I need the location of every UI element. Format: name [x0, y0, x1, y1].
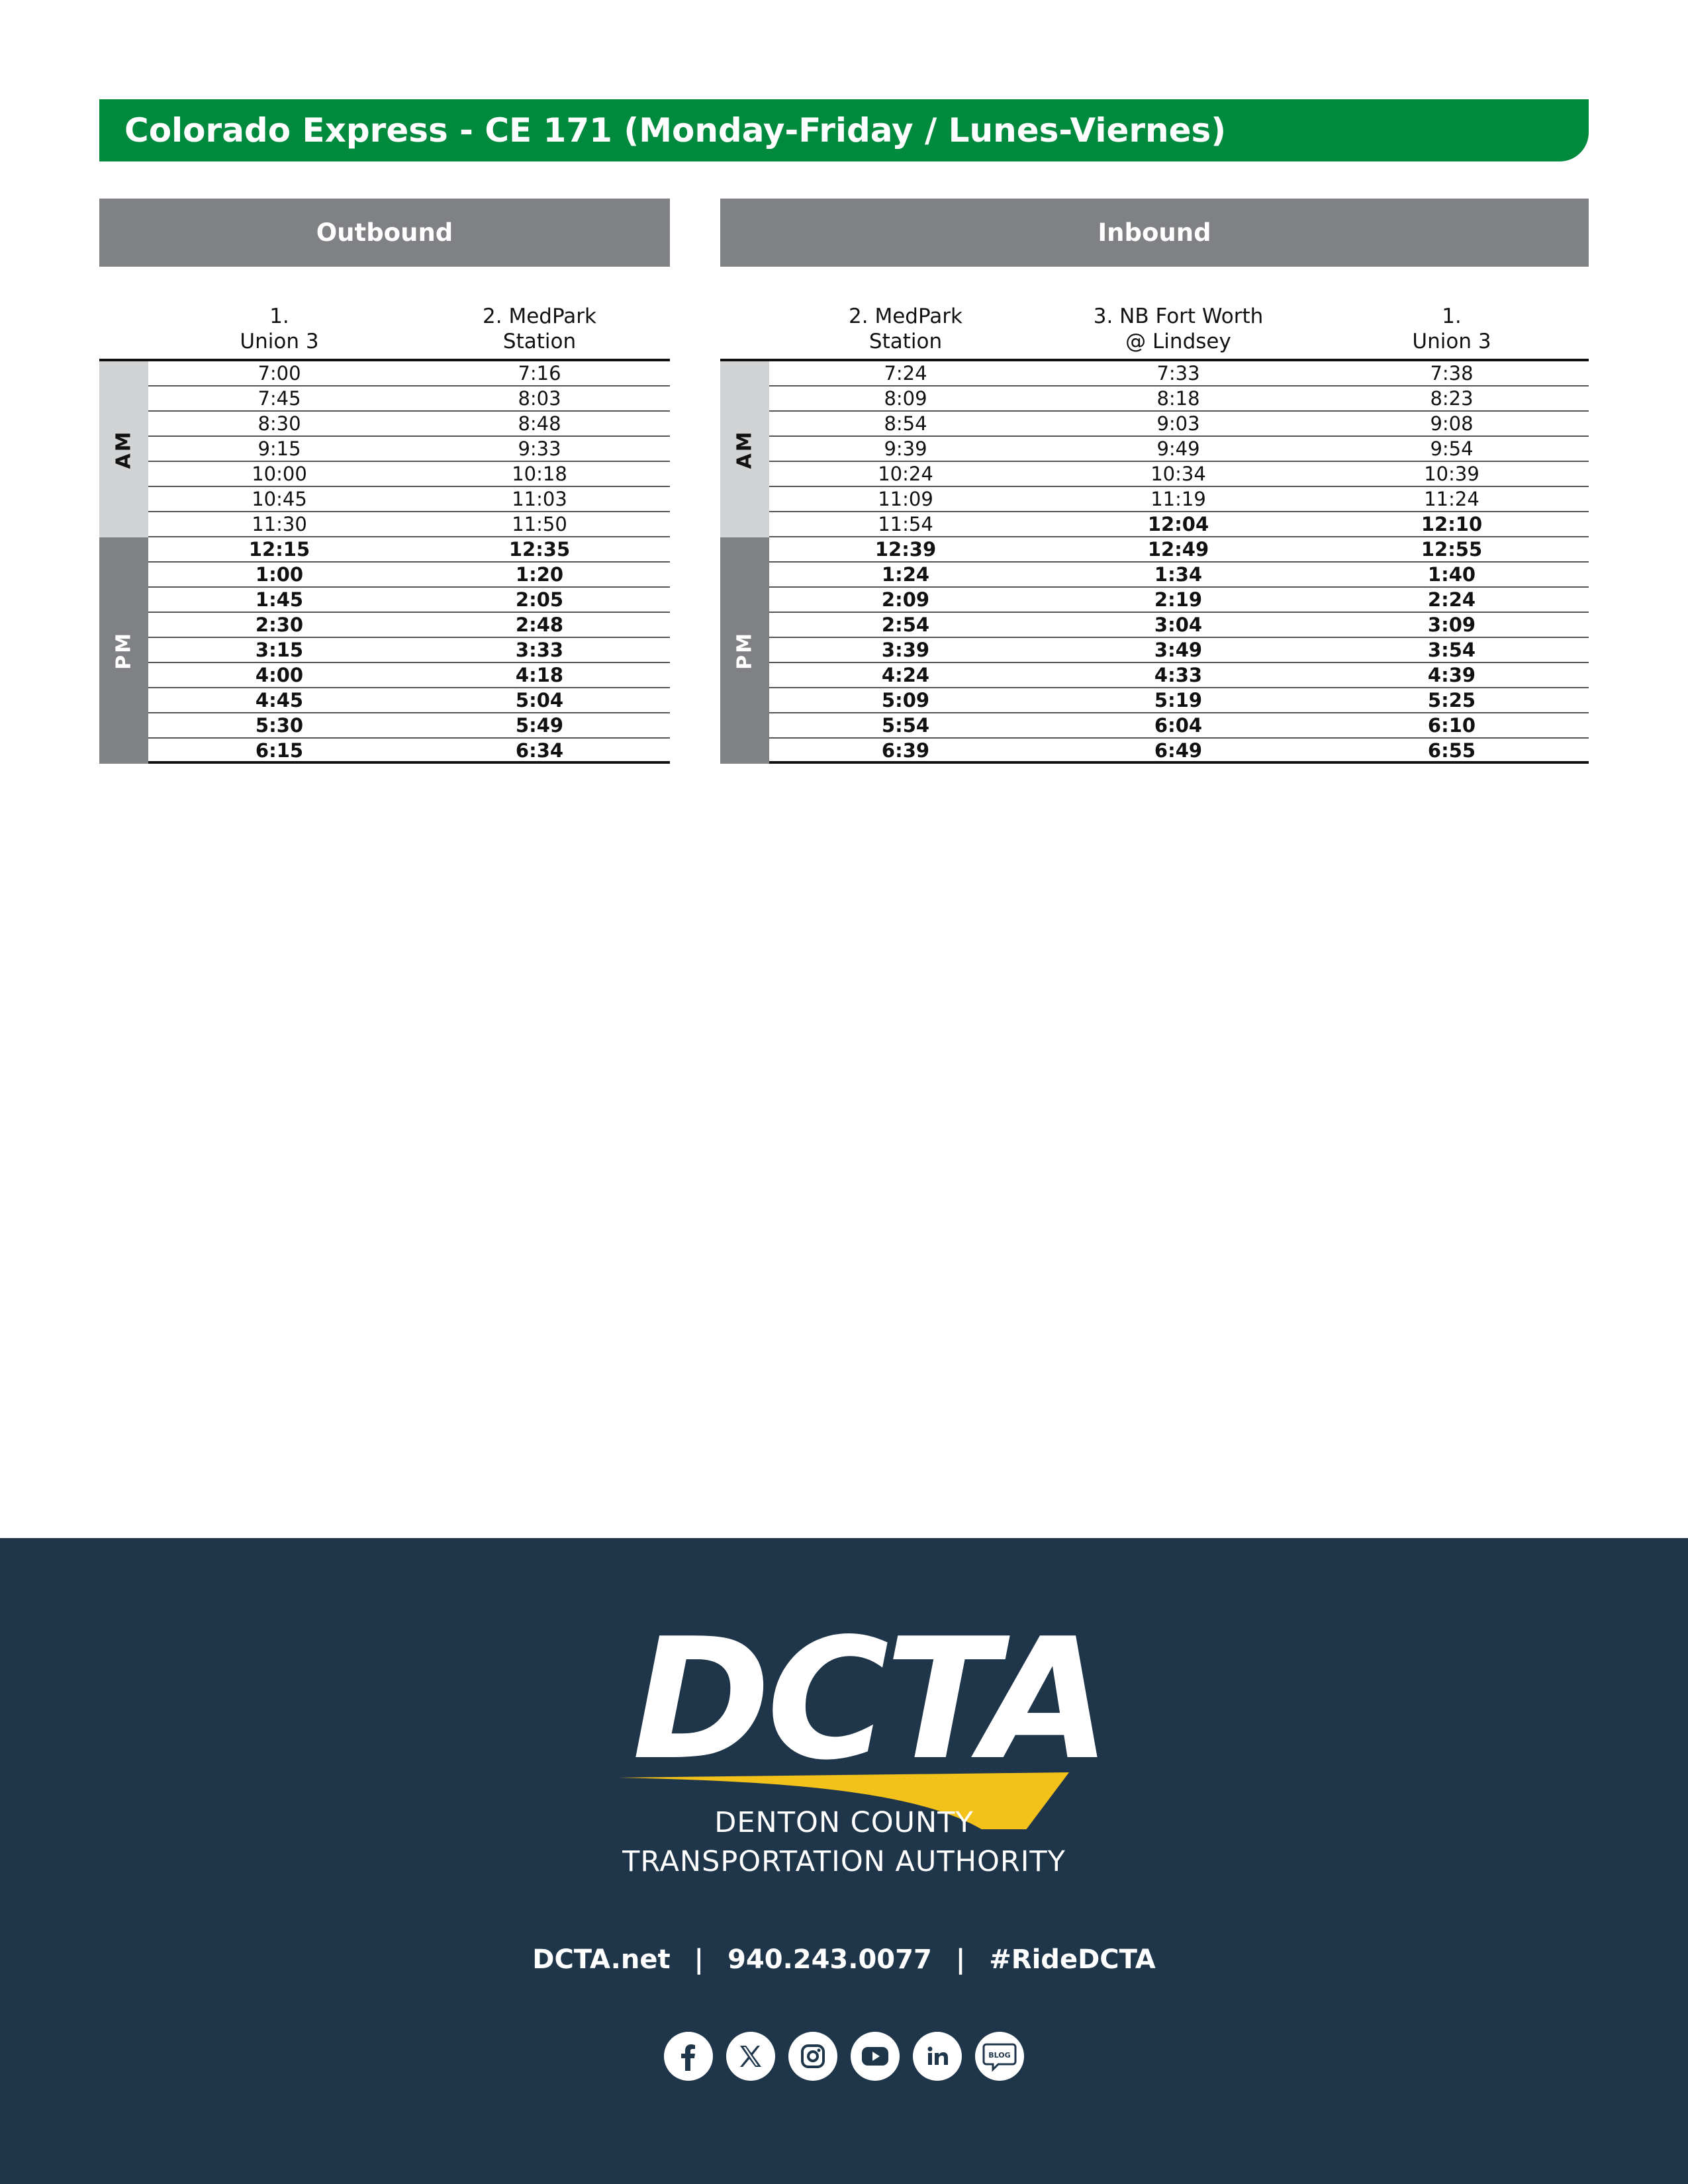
separator: |: [955, 1944, 966, 1975]
inbound-column-headers: [720, 267, 1589, 361]
departure-time: 8:54: [884, 412, 927, 435]
pm-label: PM: [112, 631, 136, 670]
departure-time: 5:25: [1427, 689, 1476, 711]
logo-wordmark: DCTA: [632, 1603, 1107, 1797]
schedule-row: [148, 688, 670, 713]
schedule-row: [148, 663, 670, 688]
departure-time: 9:08: [1430, 412, 1474, 435]
departure-time: 1:40: [1427, 563, 1476, 586]
stop-name: @ Lindsey: [1125, 330, 1231, 353]
outbound-schedule: [99, 199, 670, 764]
departure-time: 6:49: [1154, 739, 1203, 762]
departure-time: 5:19: [1154, 689, 1203, 711]
blog-icon[interactable]: [975, 2032, 1024, 2081]
departure-time: 10:18: [512, 463, 567, 485]
social-links: [0, 2032, 1688, 2085]
schedule-row: [769, 563, 1589, 588]
departure-time: 7:24: [884, 362, 927, 385]
pm-period-band: [99, 537, 148, 764]
separator: |: [694, 1944, 704, 1975]
pm-period-band: [720, 537, 769, 764]
departure-time: 10:24: [878, 463, 933, 485]
departure-time: 3:33: [515, 639, 564, 661]
stop-name: Station: [502, 330, 577, 353]
dcta-logo: [612, 1603, 1107, 1829]
departure-time: 1:24: [881, 563, 930, 586]
am-label: AM: [733, 430, 757, 469]
inbound-heading: Inbound: [720, 199, 1589, 267]
departure-time: 7:38: [1430, 362, 1474, 385]
departure-time: 6:34: [515, 739, 564, 762]
departure-time: 7:45: [258, 387, 301, 410]
schedule-row: [148, 563, 670, 588]
schedule-row: [769, 412, 1589, 437]
instagram-icon[interactable]: [788, 2032, 837, 2081]
departure-time: 12:10: [1421, 513, 1483, 535]
departure-time: 11:50: [512, 513, 567, 535]
outbound-stop-medpark-header: [483, 304, 596, 354]
departure-time: 2:19: [1154, 588, 1203, 611]
schedule-row: [769, 537, 1589, 563]
schedule-row: [769, 361, 1589, 387]
departure-time: 1:45: [255, 588, 304, 611]
departure-time: 11:19: [1150, 488, 1206, 510]
departure-time: 8:30: [258, 412, 301, 435]
facebook-icon[interactable]: [664, 2032, 713, 2081]
schedule-row: [148, 487, 670, 512]
schedule-row: [148, 588, 670, 613]
departure-time: 5:09: [881, 689, 930, 711]
inbound-stop-union3-header: [1412, 304, 1491, 354]
departure-time: 12:39: [874, 538, 937, 561]
departure-time: 5:30: [255, 714, 304, 737]
departure-time: 6:15: [255, 739, 304, 762]
schedule-row: [148, 638, 670, 663]
schedule-row: [769, 512, 1589, 537]
schedule-row: [148, 412, 670, 437]
departure-time: 5:04: [515, 689, 564, 711]
inbound-time-rows: [720, 361, 1589, 764]
departure-time: 2:05: [515, 588, 564, 611]
stop-name: Union 3: [240, 330, 319, 353]
phone-number[interactable]: 940.243.0077: [727, 1944, 932, 1975]
departure-time: 7:16: [518, 362, 561, 385]
departure-time: 9:03: [1156, 412, 1200, 435]
departure-time: 9:33: [518, 437, 561, 460]
pm-label: PM: [733, 631, 757, 670]
departure-time: 11:03: [512, 488, 567, 510]
departure-time: 5:54: [881, 714, 930, 737]
stop-number: 2. MedPark: [483, 304, 596, 328]
stop-name: Station: [868, 330, 943, 353]
departure-time: 6:39: [881, 739, 930, 762]
departure-time: 8:03: [518, 387, 561, 410]
am-period-band: [99, 361, 148, 537]
schedule-row: [769, 739, 1589, 764]
org-name-line1: DENTON COUNTY: [714, 1806, 974, 1839]
departure-time: 10:39: [1424, 463, 1479, 485]
stop-name: Union 3: [1412, 330, 1491, 353]
org-name-line2: TRANSPORTATION AUTHORITY: [622, 1845, 1066, 1878]
am-period-band: [720, 361, 769, 537]
schedule-row: [769, 387, 1589, 412]
schedule-row: [769, 638, 1589, 663]
stop-number: 1.: [269, 304, 289, 328]
website-link[interactable]: DCTA.net: [532, 1944, 671, 1975]
outbound-stop-union3-header: [240, 304, 318, 354]
x-icon[interactable]: [726, 2032, 775, 2081]
departure-time: 9:49: [1156, 437, 1200, 460]
schedule-row: [148, 437, 670, 462]
schedule-row: [148, 713, 670, 739]
departure-time: 12:15: [248, 538, 310, 561]
schedule-row: [148, 387, 670, 412]
inbound-stop-fortworth-header: [1094, 304, 1264, 354]
schedule-row: [769, 688, 1589, 713]
departure-time: 9:54: [1430, 437, 1474, 460]
departure-time: 11:54: [878, 513, 933, 535]
departure-time: 8:09: [884, 387, 927, 410]
departure-time: 4:33: [1154, 664, 1203, 686]
footer: [0, 1538, 1688, 2184]
departure-time: 1:34: [1154, 563, 1203, 586]
departure-time: 2:30: [255, 614, 304, 636]
inbound-stop-medpark-header: [849, 304, 962, 354]
departure-time: 4:24: [881, 664, 930, 686]
blog-label: BLOG: [988, 2051, 1011, 2060]
schedule-row: [769, 437, 1589, 462]
departure-time: 2:09: [881, 588, 930, 611]
schedule-row: [148, 512, 670, 537]
outbound-column-headers: [99, 267, 670, 361]
departure-time: 7:00: [258, 362, 301, 385]
am-label: AM: [112, 430, 136, 469]
departure-time: 3:04: [1154, 614, 1203, 636]
departure-time: 2:24: [1427, 588, 1476, 611]
schedule-row: [769, 487, 1589, 512]
departure-time: 4:00: [255, 664, 304, 686]
departure-time: 7:33: [1156, 362, 1200, 385]
outbound-time-rows: [99, 361, 670, 764]
departure-time: 11:24: [1424, 488, 1479, 510]
departure-time: 8:18: [1156, 387, 1200, 410]
departure-time: 11:30: [252, 513, 307, 535]
departure-time: 4:45: [255, 689, 304, 711]
departure-time: 3:39: [881, 639, 930, 661]
departure-time: 11:09: [878, 488, 933, 510]
departure-time: 4:18: [515, 664, 564, 686]
departure-time: 1:00: [255, 563, 304, 586]
departure-time: 9:15: [258, 437, 301, 460]
contact-line: [0, 1942, 1688, 1978]
outbound-heading: Outbound: [99, 199, 670, 267]
schedule-row: [769, 663, 1589, 688]
stop-number: 3. NB Fort Worth: [1093, 304, 1264, 328]
departure-time: 8:48: [518, 412, 561, 435]
schedule-row: [769, 588, 1589, 613]
departure-time: 6:10: [1427, 714, 1476, 737]
departure-time: 10:34: [1150, 463, 1206, 485]
hashtag[interactable]: #RideDCTA: [989, 1944, 1156, 1975]
departure-time: 3:54: [1427, 639, 1476, 661]
inbound-schedule: [720, 199, 1589, 764]
linkedin-icon[interactable]: [913, 2032, 962, 2081]
schedule-row: [148, 537, 670, 563]
departure-time: 12:55: [1421, 538, 1483, 561]
departure-time: 12:49: [1147, 538, 1209, 561]
stop-number: 1.: [1442, 304, 1462, 328]
departure-time: 12:35: [508, 538, 571, 561]
schedule-row: [769, 462, 1589, 487]
departure-time: 10:00: [252, 463, 307, 485]
schedule-row: [769, 613, 1589, 638]
schedule-row: [148, 361, 670, 387]
departure-time: 2:54: [881, 614, 930, 636]
schedule-row: [148, 739, 670, 764]
stop-number: 2. MedPark: [849, 304, 962, 328]
schedule-row: [148, 613, 670, 638]
departure-time: 4:39: [1427, 664, 1476, 686]
departure-time: 5:49: [515, 714, 564, 737]
departure-time: 2:48: [515, 614, 564, 636]
departure-time: 12:04: [1147, 513, 1209, 535]
departure-time: 9:39: [884, 437, 927, 460]
departure-time: 8:23: [1430, 387, 1474, 410]
youtube-icon[interactable]: [851, 2032, 900, 2081]
departure-time: 3:09: [1427, 614, 1476, 636]
route-title: Colorado Express - CE 171 (Monday-Friday / Lunes-Viernes): [99, 99, 1589, 161]
departure-time: 6:04: [1154, 714, 1203, 737]
departure-time: 3:49: [1154, 639, 1203, 661]
departure-time: 6:55: [1427, 739, 1476, 762]
departure-time: 3:15: [255, 639, 304, 661]
departure-time: 1:20: [515, 563, 564, 586]
schedule-row: [148, 462, 670, 487]
schedule-row: [769, 713, 1589, 739]
departure-time: 10:45: [252, 488, 307, 510]
